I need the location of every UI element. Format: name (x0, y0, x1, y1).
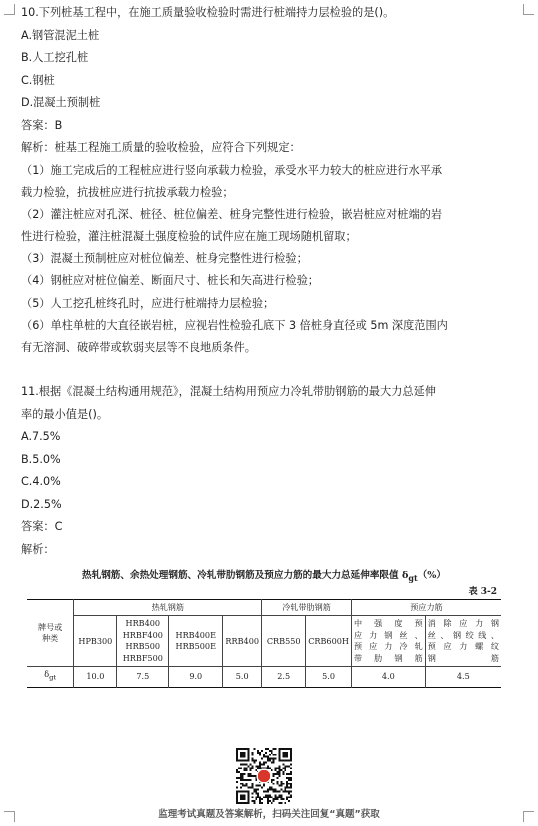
grade-hpb300: HPB300 (74, 616, 117, 667)
q10-item-2-line-1: （2）灌注桩应对孔深、桩径、桩位偏差、桩身完整性进行检验，嵌岩桩应对桩端的岩 (21, 207, 443, 221)
qr-code-icon[interactable] (236, 748, 292, 804)
grade-hrb400e: HRB400E (175, 629, 216, 640)
value-cell: 4.5 (425, 667, 501, 687)
q10-option-a: A.钢管混泥土桩 (21, 28, 100, 42)
q11-analysis-label: 解析： (21, 542, 55, 556)
elongation-table (27, 599, 501, 688)
grade-hrbf400: HRBF400 (122, 629, 163, 640)
table-grade-header-row (27, 616, 501, 667)
elongation-table-figure (27, 569, 501, 688)
grade-hrb500e: HRB500E (175, 641, 216, 652)
q10-item-3: （3）混凝土预制桩应对桩位偏差、桩身完整性进行检验； (21, 251, 308, 265)
prestressed-a-line-1: 中强度预 (353, 618, 423, 629)
page-corner-mark (4, 4, 15, 15)
q10-item-6-line-2: 有无溶洞、破碎带或软弱夹层等不良地质条件。 (21, 341, 256, 354)
value-cell: 9.0 (169, 667, 223, 687)
document-body (21, 2, 521, 688)
prestressed-b-line-2: 丝、钢绞线、 (427, 629, 499, 640)
q10-item-1-line-2: 载力检验，抗拔桩应进行抗拔承载力检验； (21, 185, 234, 199)
q10-analysis-intro: 解析：桩基工程施工质量的验收检验，应符合下列规定： (21, 141, 301, 154)
grade-hrb500: HRB500 (125, 641, 161, 652)
q10-option-b: B.人工挖孔桩 (21, 51, 89, 64)
q10-item-1-line-1: （1）施工完成后的工程桩应进行竖向承载力检验，承受水平力较大的桩应进行水平承 (21, 163, 443, 177)
grade-stress-relieved-prestressed (425, 616, 501, 667)
q10-item-2-line-2: 性进行检验，灌注桩混凝土强度检验的试件应在施工现场随机留取； (21, 229, 357, 243)
table-title-subscript: gt (408, 572, 418, 583)
value-cell: 5.0 (223, 667, 262, 687)
q10-answer: 答案：B (21, 118, 63, 132)
prestressed-b-line-3: 预应力螺纹 (427, 641, 499, 652)
prestressed-b-line-4: 钢筋 (427, 652, 499, 663)
grade-crb550: CRB550 (262, 616, 306, 667)
grade-hrbf500: HRBF500 (122, 652, 163, 663)
group-prestressed: 预应力筋 (351, 599, 501, 616)
table-title-text: 热轧钢筋、余热处理钢筋、冷轧带肋钢筋及预应力筋的最大力总延伸率限值 δ (82, 570, 409, 581)
table-value-row (27, 667, 501, 687)
group-hot-rolled: 热轧钢筋 (74, 599, 262, 616)
prestressed-b-line-1: 消除应力钢 (427, 618, 499, 629)
prestressed-a-line-4: 带肋钢筋 (353, 652, 423, 663)
table-group-header-row (27, 599, 501, 616)
table-title (27, 569, 501, 585)
prestressed-a-line-2: 应力钢丝、 (353, 629, 423, 640)
q10-item-2 (21, 204, 521, 248)
question-11-stem-line-2: 率的最小值是()。 (21, 407, 109, 421)
grade-hrb400-group (117, 616, 169, 667)
value-cell: 5.0 (306, 667, 352, 687)
grade-hrb400e-group (169, 616, 223, 667)
value-cell: 4.0 (351, 667, 425, 687)
q11-option-a: A.7.5% (21, 430, 61, 443)
q10-item-4: （4）钢桩应对桩位偏差、断面尺寸、桩长和矢高进行检验； (21, 274, 319, 287)
q11-option-d: D.2.5% (21, 497, 62, 511)
value-cell: 10.0 (74, 667, 117, 687)
row-header-line-2: 种类 (42, 633, 59, 644)
q10-option-c: C.钢桩 (21, 73, 55, 87)
q10-item-6 (21, 315, 521, 359)
row-header-cell (27, 599, 74, 667)
q10-option-d: D.混凝土预制桩 (21, 96, 101, 109)
q10-item-5: （5）人工挖孔桩终孔时，应进行桩端持力层检验； (21, 296, 275, 310)
table-number: 表 3-2 (468, 586, 497, 597)
q11-answer: 答案：C (21, 520, 63, 533)
q10-item-6-line-1: （6）单柱单桩的大直径嵌岩桩，应视岩性检验孔底下 3 倍桩身直径或 5m 深度范围内 (21, 319, 448, 332)
delta-subscript: gt (49, 674, 57, 683)
grade-crb600h: CRB600H (306, 616, 352, 667)
value-cell: 2.5 (262, 667, 306, 687)
page-corner-mark (523, 4, 534, 15)
prestressed-a-line-3: 预应力冷轧 (353, 641, 423, 652)
grade-hrb400: HRB400 (125, 618, 161, 629)
value-cell: 7.5 (117, 667, 169, 687)
footer-promo-text: 监理考试真题及答案解析，扫码关注回复“真题”获取 (158, 809, 380, 820)
row-header-line-1: 牌号或 (38, 621, 63, 632)
value-row-label (27, 667, 74, 687)
grade-medium-strength-prestressed (351, 616, 425, 667)
group-cold-rolled: 冷轧带肋钢筋 (262, 599, 352, 616)
grade-rrb400: RRB400 (223, 616, 262, 667)
q10-item-1 (21, 160, 521, 204)
table-title-unit: （%） (417, 570, 446, 581)
delta-symbol: δ (44, 669, 50, 680)
q11-option-c: C.4.0% (21, 475, 61, 488)
q11-option-b: B.5.0% (21, 452, 61, 466)
question-10-stem: 10.下列桩基工程中，在施工质量验收检验时需进行桩端持力层检验的是()。 (21, 6, 395, 19)
question-11-stem-line-1: 11.根据《混凝土结构通用规范》，混凝土结构用预应力冷轧带肋钢筋的最大力总延伸 (21, 385, 436, 398)
